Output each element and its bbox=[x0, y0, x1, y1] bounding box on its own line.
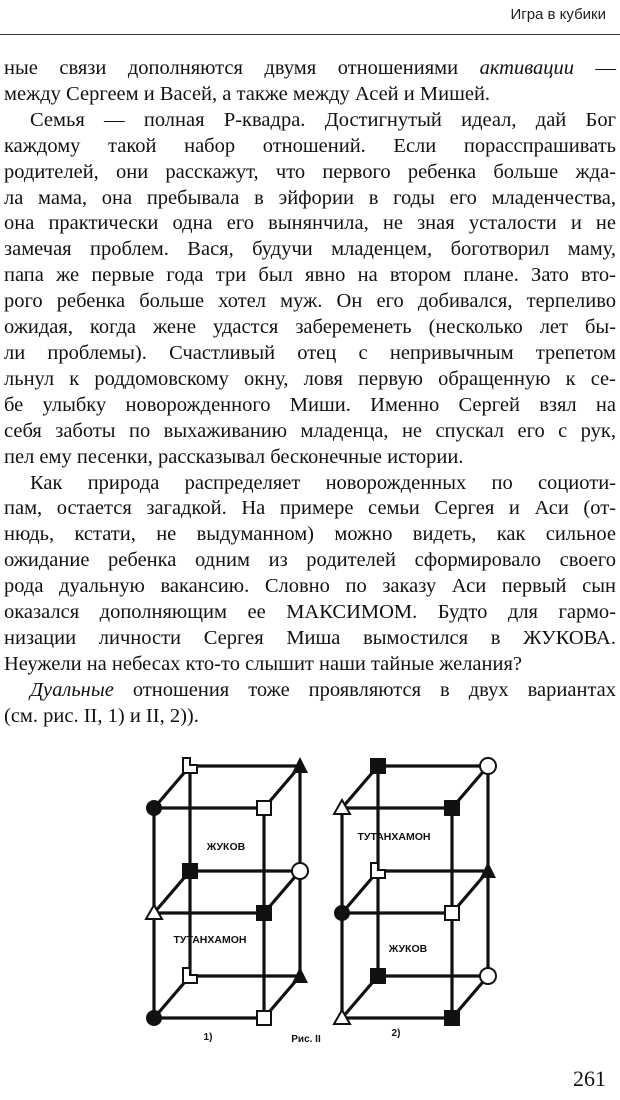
header-rule bbox=[0, 34, 620, 35]
text-run: Неужели на небесах кто-то слышит наши тайные желания? bbox=[4, 652, 522, 675]
text-run: — bbox=[573, 57, 616, 79]
text-run: папа же первые года три был явно на втором плане. Зато вто- bbox=[4, 264, 616, 287]
text-line bbox=[4, 652, 616, 678]
text-run: рода дуальную вакансию. Словно по заказу Аси первый сын bbox=[4, 575, 616, 598]
text-line bbox=[4, 471, 616, 497]
italic-term: активации bbox=[479, 57, 574, 79]
text-line bbox=[4, 574, 616, 600]
text-line bbox=[4, 263, 616, 289]
text-run: ли проблемы). Счастливый отец с непривычным трепетом bbox=[4, 341, 616, 364]
text-line bbox=[4, 445, 616, 471]
cube-1-lower-label: ТУТАНХАМОН bbox=[173, 934, 247, 946]
paragraph bbox=[4, 471, 616, 678]
text-run: ожидание ребенка одним из родителей сформировало своего bbox=[4, 549, 616, 572]
running-head: Игра в кубики bbox=[510, 6, 606, 23]
text-run: пел ему песенки, рассказывал бесконечные истории. bbox=[4, 445, 464, 468]
text-line bbox=[4, 367, 616, 393]
figure-caption: Рис. II bbox=[291, 1034, 321, 1045]
text-line bbox=[4, 211, 616, 237]
open-square-marker bbox=[257, 1011, 271, 1025]
text-run: ла мама, она пребывала в эйфории в годы его младенчества, bbox=[4, 186, 616, 209]
text-line bbox=[4, 134, 616, 160]
open-corner-marker bbox=[183, 758, 197, 773]
text-line bbox=[4, 289, 616, 315]
filled-circle-marker bbox=[146, 800, 162, 816]
filled-square-marker bbox=[444, 1010, 460, 1026]
open-corner-marker bbox=[183, 968, 197, 983]
filled-square-marker bbox=[182, 863, 198, 879]
text-line bbox=[4, 160, 616, 186]
text-line bbox=[4, 678, 616, 704]
open-square-marker bbox=[257, 801, 271, 815]
open-circle-marker bbox=[292, 863, 308, 879]
text-run: пам, остается загадкой. На примере семьи Сергея и Аси (от- bbox=[4, 497, 616, 520]
text-line bbox=[4, 522, 616, 548]
cube-2-number: 2) bbox=[391, 1028, 401, 1039]
cube-2-upper-label: ТУТАНХАМОН bbox=[357, 831, 431, 843]
text-line bbox=[4, 704, 616, 730]
paragraph bbox=[4, 56, 616, 108]
text-line bbox=[4, 341, 616, 367]
body-text bbox=[4, 56, 616, 730]
text-run: Как природа распределяет новорожденных по социоти- bbox=[30, 471, 616, 494]
text-run: (см. рис. II, 1) и II, 2)). bbox=[4, 704, 199, 727]
open-corner-marker bbox=[371, 863, 385, 878]
text-line bbox=[4, 626, 616, 652]
filled-square-marker bbox=[444, 800, 460, 816]
text-run: ожидая, когда жене удастся забеременеть (несколько лет бы- bbox=[4, 316, 616, 339]
text-run: бе улыбку новорожденного Миши. Именно Сергей взял на bbox=[4, 393, 616, 416]
paragraph bbox=[4, 678, 616, 730]
filled-square-marker bbox=[256, 905, 272, 921]
text-line bbox=[4, 600, 616, 626]
text-run: нюдь, кстати, не выдуманном) можно видеть, как сильное bbox=[4, 523, 616, 546]
text-run: оказался дополняющим ее МАКСИМОМ. Будто для гармо- bbox=[4, 601, 616, 624]
text-line bbox=[4, 82, 616, 108]
filled-square-marker bbox=[370, 968, 386, 984]
text-line bbox=[4, 419, 616, 445]
text-run: каждому такой набор отношений. Если порасспрашивать bbox=[4, 134, 616, 157]
text-run: льнул к роддомовскому окну, ловя первую обращенную к се- bbox=[4, 367, 616, 390]
text-run: ные связи дополняются двумя отношениями bbox=[4, 57, 480, 79]
text-run: она практически одна его вынянчила, не зная усталости и не bbox=[4, 212, 616, 235]
text-run: отношения тоже проявляются в двух вариантах bbox=[113, 678, 616, 701]
cube-1-upper-label: ЖУКОВ bbox=[206, 841, 246, 853]
open-circle-marker bbox=[480, 968, 496, 984]
text-run: замечая проблем. Вася, будучи младенцем, боготворил маму, bbox=[4, 238, 616, 261]
open-square-marker bbox=[445, 906, 459, 920]
page-number: 261 bbox=[573, 1066, 606, 1091]
text-line bbox=[4, 393, 616, 419]
open-circle-marker bbox=[480, 758, 496, 774]
text-line bbox=[4, 56, 616, 82]
text-run: между Сергеем и Васей, а также между Асей и Мишей. bbox=[4, 82, 491, 105]
cube-2-lower-label: ЖУКОВ bbox=[388, 943, 428, 955]
paragraph bbox=[4, 108, 616, 471]
filled-circle-marker bbox=[334, 905, 350, 921]
text-run: рого ребенка больше хотел муж. Он его добивался, терпеливо bbox=[4, 290, 616, 313]
cube-diagram bbox=[140, 750, 500, 1050]
text-line bbox=[4, 548, 616, 574]
text-run: родителей, они расскажут, что первого ребенка больше жда- bbox=[4, 160, 616, 183]
figure-dual-cubes bbox=[140, 750, 500, 1050]
text-line bbox=[4, 315, 616, 341]
text-line bbox=[4, 108, 616, 134]
text-run: низации личности Сергея Миша вымостился в ЖУКОВА. bbox=[4, 626, 616, 649]
text-run: себя заботы по выхаживанию младенца, не спускал его с рук, bbox=[4, 419, 616, 442]
text-line bbox=[4, 186, 616, 212]
text-line bbox=[4, 237, 616, 263]
text-run: Семья — полная Р-квадра. Достигнутый идеал, дай Бог bbox=[30, 108, 616, 131]
filled-circle-marker bbox=[146, 1010, 162, 1026]
text-line bbox=[4, 496, 616, 522]
italic-term: Дуальные bbox=[30, 678, 114, 701]
cube-1-number: 1) bbox=[203, 1032, 213, 1043]
filled-square-marker bbox=[370, 758, 386, 774]
